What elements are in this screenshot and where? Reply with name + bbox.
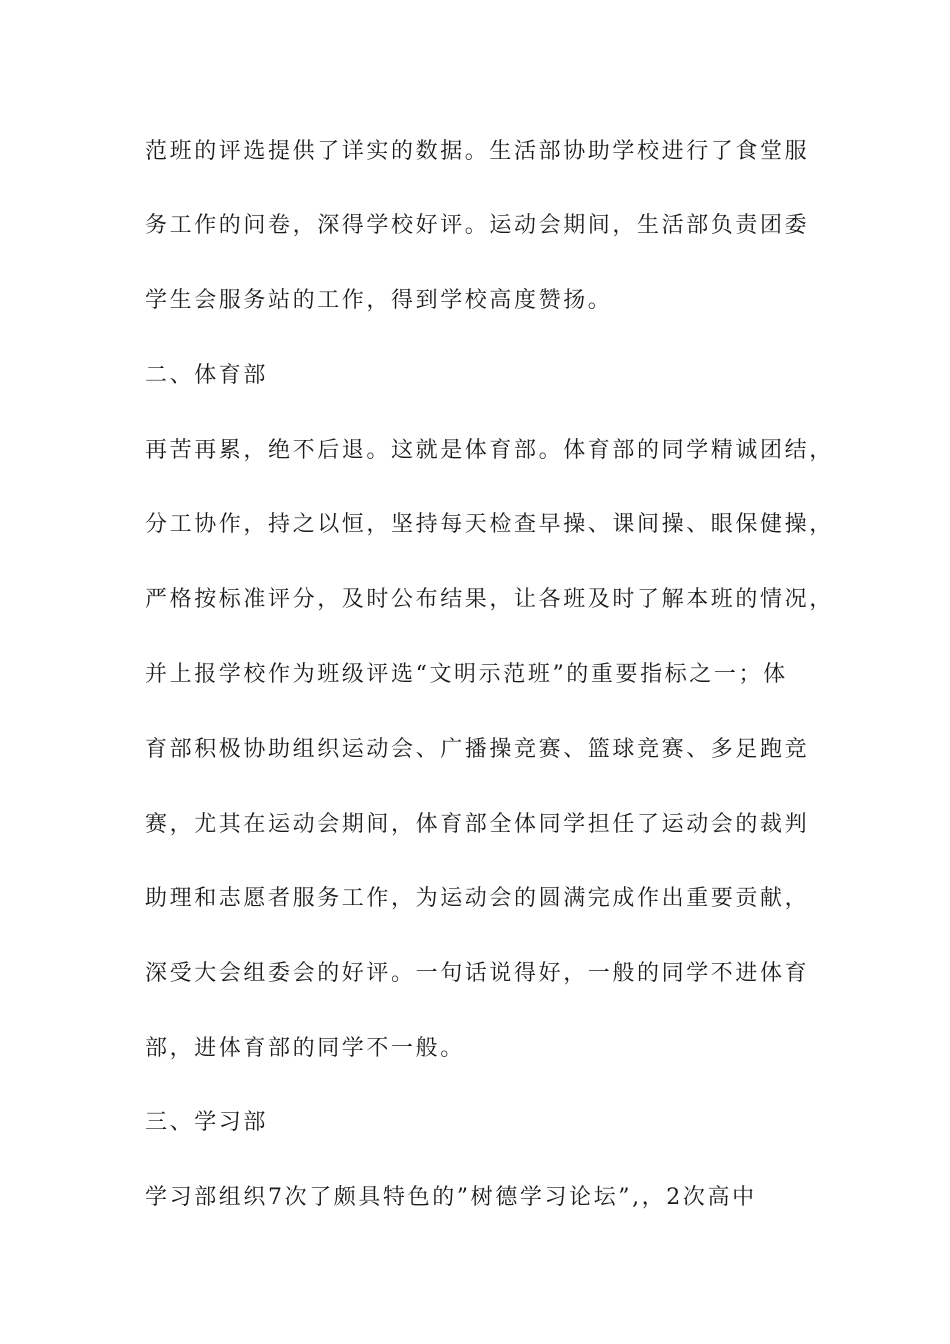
paragraph-line: 赛，尤其在运动会期间，体育部全体同学担任了运动会的裁判 [145,812,810,837]
paragraph-line: 学生会服务站的工作，得到学校高度赞扬。 [145,288,613,313]
paragraph-line: 分工协作，持之以恒，坚持每天检查早操、课间操、眼保健操， [145,512,834,537]
paragraph-line: 深受大会组委会的好评。一句话说得好，一般的同学不进体育 [145,961,810,986]
paragraph-line: 再苦再累，绝不后退。这就是体育部。体育部的同学精诚团结， [145,438,834,463]
paragraph-line: 部，进体育部的同学不一般。 [145,1036,465,1061]
paragraph-line: 务工作的问卷，深得学校好评。运动会期间，生活部负责团委 [145,213,810,238]
paragraph-line: 严格按标准评分，及时公布结果，让各班及时了解本班的情况， [145,587,834,612]
section-heading-sports: 二、体育部 [145,363,269,388]
paragraph-line: 范班的评选提供了详实的数据。生活部协助学校进行了食堂服 [145,139,810,164]
paragraph-line: 学习部组织7次了颇具特色的”树德学习论坛”,，2次高中 [145,1185,757,1210]
section-heading-study: 三、学习部 [145,1110,269,1135]
paragraph-line: 育部积极协助组织运动会、广播操竞赛、篮球竞赛、多足跑竞 [145,737,810,762]
paragraph-line: 助理和志愿者服务工作，为运动会的圆满完成作出重要贡献， [145,886,810,911]
paragraph-line: 并上报学校作为班级评选“文明示范班”的重要指标之一；体 [145,662,788,687]
